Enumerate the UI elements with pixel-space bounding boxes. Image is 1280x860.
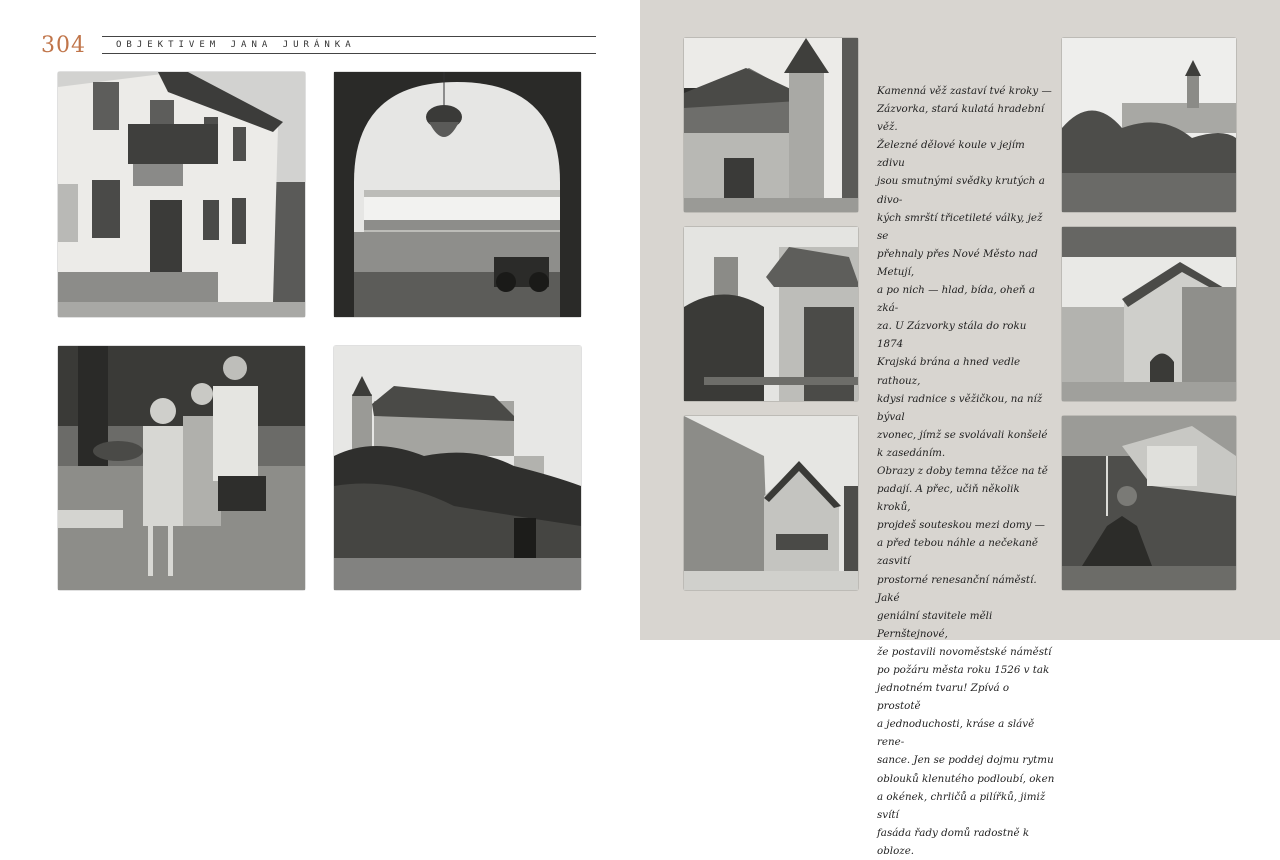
photo-house-with-balcony (58, 72, 305, 317)
photo-chateau-on-hill (334, 346, 581, 590)
photo-four-women (58, 346, 305, 590)
page-number: 304 (41, 33, 86, 58)
photo-stairs-and-wall (684, 227, 858, 401)
photo-timber-house (684, 416, 858, 590)
running-head-text: OBJEKTIVEM JANA JURÁNKA (116, 40, 356, 50)
photo-zazvorka-tower (684, 38, 858, 212)
body-text: Kamenná věž zastaví tvé kroky — Zázvorka, stará kulatá hradební věž. Železné dělové koule v jejím zdivu jsou smutnými svědky krutých a divo- kých smrští třicetileté války, jež se přehnaly přes Nové Město nad Metují, a po nich — hlad, bída, oheň a zká- za. U Zázvorky stála do roku 1874 Krajská brána a hned vedle rathouz, kdysi radnice s věžičkou, na níž býval zvonec, jímž se svolávali konšelé k zasedáním. Obrazy z doby temna těžce na tě padají. A přec, učiň několik kroků, projdeš souteskou mezi domy — a před tebou náhle a nečekaně zasvití prostorné renesanční náměstí. Jaké geniální stavitele měli Pernštejnové, že postavili novoměstské náměstí po požáru města roku 1526 v tak jednotném tvaru! Zpívá o prostotě a jednoduchosti, kráse a slávě rene- sance. Jen se poddej dojmu rytmu oblouků klenutého podloubí, oken a okének, chrličů a pilířků, jimiž svítí fasáda řady domů radostně k obloze. (877, 85, 1055, 857)
photo-square-through-arch (334, 72, 581, 317)
photo-courtyard-gate (1062, 227, 1236, 401)
running-head (102, 36, 596, 54)
photo-chateau-view (1062, 38, 1236, 212)
photo-aerial-tower (1062, 416, 1236, 590)
